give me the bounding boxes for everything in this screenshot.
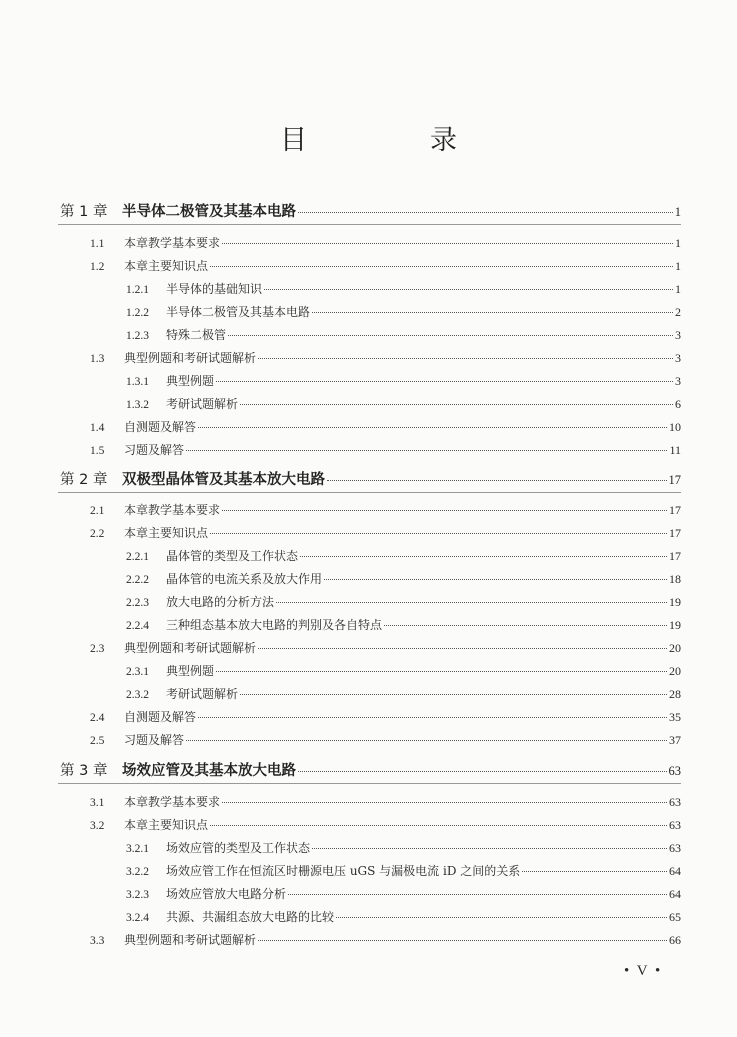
toc-number: 2.2.4 (126, 620, 149, 632)
toc-leader (288, 894, 667, 895)
toc-label: 本章主要知识点 (124, 818, 209, 832)
toc-number: 1.2.3 (126, 330, 149, 342)
toc-number: 3.1 (90, 797, 105, 809)
toc-section[interactable] (90, 257, 681, 274)
toc-leader (228, 335, 673, 336)
toc-label: 场效应管放大电路分析 (166, 887, 287, 901)
toc-page: 1 (675, 282, 681, 296)
toc-label: 典型例题和考研试题解析 (124, 933, 257, 947)
toc-number: 2.3.1 (126, 666, 149, 678)
toc-page: 3 (675, 328, 681, 342)
toc-label: 习题及解答 (124, 443, 185, 457)
toc-section[interactable] (90, 524, 681, 541)
toc-subsection[interactable] (126, 570, 681, 587)
toc-section[interactable] (90, 418, 681, 435)
toc-number: 2.2.2 (126, 574, 149, 586)
toc-subsection[interactable] (126, 593, 681, 610)
toc-label: 本章主要知识点 (124, 526, 209, 540)
toc-section[interactable] (90, 816, 681, 833)
toc-label: 特殊二极管 (166, 328, 227, 342)
toc-subsection[interactable] (126, 303, 681, 320)
toc-page: 63 (669, 795, 681, 809)
toc-subsection[interactable] (126, 616, 681, 633)
toc-number: 3.2.3 (126, 889, 149, 901)
toc-page: 64 (669, 887, 681, 901)
toc-page: 63 (669, 818, 681, 832)
toc-label: 晶体管的类型及工作状态 (166, 549, 299, 563)
toc-leader (258, 940, 667, 941)
toc-number: 2.3 (90, 643, 105, 655)
toc-label: 自测题及解答 (124, 420, 197, 434)
chapter-rule (58, 224, 681, 225)
toc-label: 典型例题和考研试题解析 (124, 351, 257, 365)
toc-chapter[interactable] (60, 468, 681, 489)
toc-number: 2.4 (90, 712, 105, 724)
toc-number: 3.3 (90, 935, 105, 947)
toc-page: 1 (675, 259, 681, 273)
toc-page: 19 (669, 618, 681, 632)
toc-subsection[interactable] (126, 685, 681, 702)
toc-leader (384, 625, 667, 626)
toc-label: 半导体二极管及其基本电路 (122, 204, 296, 220)
toc-page: 63 (669, 841, 681, 855)
toc-subsection[interactable] (126, 839, 681, 856)
toc-number: 1.3.1 (126, 376, 149, 388)
toc-subsection[interactable] (126, 908, 681, 925)
toc-leader (264, 289, 673, 290)
toc-label: 本章教学基本要求 (124, 795, 221, 809)
toc-number: 1.2.1 (126, 284, 149, 296)
toc-leader (324, 579, 667, 580)
toc-page: 17 (669, 549, 681, 563)
toc-number: 2.2.1 (126, 551, 149, 563)
toc-subsection[interactable] (126, 885, 681, 902)
toc-leader (258, 358, 673, 359)
toc-label: 自测题及解答 (124, 710, 197, 724)
toc-page: 64 (669, 864, 681, 878)
toc-leader (216, 381, 673, 382)
toc-leader (210, 533, 667, 534)
toc-number: 1.3.2 (126, 399, 149, 411)
toc-chapter[interactable] (60, 759, 681, 780)
toc-number: 1.4 (90, 422, 105, 434)
toc-page: 3 (675, 374, 681, 388)
toc-label: 晶体管的电流关系及放大作用 (166, 572, 323, 586)
toc-page: 63 (668, 764, 681, 778)
toc-label: 典型例题和考研试题解析 (124, 641, 257, 655)
toc-label: 考研试题解析 (166, 687, 239, 701)
toc-number: 2.3.2 (126, 689, 149, 701)
toc-page: 37 (669, 733, 681, 747)
toc-page: 35 (669, 710, 681, 724)
toc-leader (298, 771, 667, 772)
toc-section[interactable] (90, 708, 681, 725)
toc-number: 3.2.1 (126, 843, 149, 855)
toc-label: 半导体二极管及其基本电路 (166, 305, 311, 319)
toc-page: 28 (669, 687, 681, 701)
toc-label: 场效应管的类型及工作状态 (166, 841, 311, 855)
toc-leader (186, 740, 667, 741)
toc-page: 17 (669, 526, 681, 540)
toc-section[interactable] (90, 639, 681, 656)
toc-section[interactable] (90, 731, 681, 748)
toc-subsection[interactable] (126, 547, 681, 564)
toc-subsection[interactable] (126, 395, 681, 412)
toc-label: 习题及解答 (124, 733, 185, 747)
toc-number: 2.5 (90, 735, 105, 747)
toc-label: 本章主要知识点 (124, 259, 209, 273)
toc-page: 19 (669, 595, 681, 609)
toc-subsection[interactable] (126, 662, 681, 679)
toc-section[interactable] (90, 441, 681, 458)
toc-page: 18 (669, 572, 681, 586)
toc-section[interactable] (90, 931, 681, 948)
toc-leader (216, 671, 667, 672)
toc-leader (276, 602, 667, 603)
toc-label: 三种组态基本放大电路的判别及各自特点 (166, 618, 383, 632)
toc-subsection[interactable] (126, 862, 681, 879)
toc-leader (327, 480, 667, 481)
toc-number: 2.1 (90, 505, 105, 517)
toc-number: 1.3 (90, 353, 105, 365)
toc-page: 20 (669, 641, 681, 655)
toc-page: 11 (669, 443, 681, 457)
toc-label: 双极型晶体管及其基本放大电路 (122, 472, 325, 488)
toc-subsection[interactable] (126, 326, 681, 343)
toc-page: 17 (668, 473, 681, 487)
toc-leader (312, 312, 673, 313)
toc-leader (210, 266, 673, 267)
toc-number: 第 3 章 (60, 763, 108, 779)
toc-page: 6 (675, 397, 681, 411)
toc-label: 考研试题解析 (166, 397, 239, 411)
toc-leader (522, 871, 667, 872)
toc-label: 本章教学基本要求 (124, 503, 221, 517)
toc-leader (198, 427, 667, 428)
toc-section[interactable] (90, 501, 681, 518)
toc-page: 10 (669, 420, 681, 434)
page-number: • V • (624, 963, 663, 979)
toc-leader (222, 510, 667, 511)
toc-leader (300, 556, 667, 557)
toc-leader (186, 450, 667, 451)
toc-page: 17 (669, 503, 681, 517)
toc-label: 典型例题 (166, 374, 215, 388)
toc-leader (312, 848, 667, 849)
toc-page: 1 (674, 205, 681, 219)
toc-leader (210, 825, 667, 826)
toc-number: 1.2 (90, 261, 105, 273)
toc-number: 2.2.3 (126, 597, 149, 609)
toc-number: 3.2.2 (126, 866, 149, 878)
toc-page: 66 (669, 933, 681, 947)
toc-number: 第 1 章 (60, 204, 108, 220)
toc-page: 65 (669, 910, 681, 924)
toc-leader (198, 717, 667, 718)
toc-subsection[interactable] (126, 372, 681, 389)
toc-subsection[interactable] (126, 280, 681, 297)
toc-number: 1.2.2 (126, 307, 149, 319)
toc-section[interactable] (90, 234, 681, 251)
toc-leader (258, 648, 667, 649)
toc-number: 1.5 (90, 445, 105, 457)
toc-number: 2.2 (90, 528, 105, 540)
toc-label: 放大电路的分析方法 (166, 595, 275, 609)
toc-label: 场效应管及其基本放大电路 (122, 763, 296, 779)
toc-number: 3.2.4 (126, 912, 149, 924)
toc-label: 场效应管工作在恒流区时栅源电压 uGS 与漏极电流 iD 之间的关系 (166, 864, 521, 878)
toc-label: 典型例题 (166, 664, 215, 678)
toc-label: 本章教学基本要求 (124, 236, 221, 250)
toc-leader (222, 802, 667, 803)
toc-leader (240, 404, 673, 405)
toc-number: 3.2 (90, 820, 105, 832)
toc-page: 3 (675, 351, 681, 365)
toc-leader (298, 212, 673, 213)
toc-leader (336, 917, 667, 918)
toc-number: 1.1 (90, 238, 105, 250)
toc-leader (222, 243, 673, 244)
toc-page: 1 (675, 236, 681, 250)
toc-page: 20 (669, 664, 681, 678)
toc-section[interactable] (90, 349, 681, 366)
page-title: 目 录 (280, 125, 505, 156)
toc-leader (240, 694, 667, 695)
toc-label: 共源、共漏组态放大电路的比较 (166, 910, 335, 924)
toc-section[interactable] (90, 793, 681, 810)
chapter-rule (58, 783, 681, 784)
chapter-rule (58, 492, 681, 493)
toc-page: 2 (675, 305, 681, 319)
toc-chapter[interactable] (60, 200, 681, 221)
toc-label: 半导体的基础知识 (166, 282, 263, 296)
toc-number: 第 2 章 (60, 472, 108, 488)
